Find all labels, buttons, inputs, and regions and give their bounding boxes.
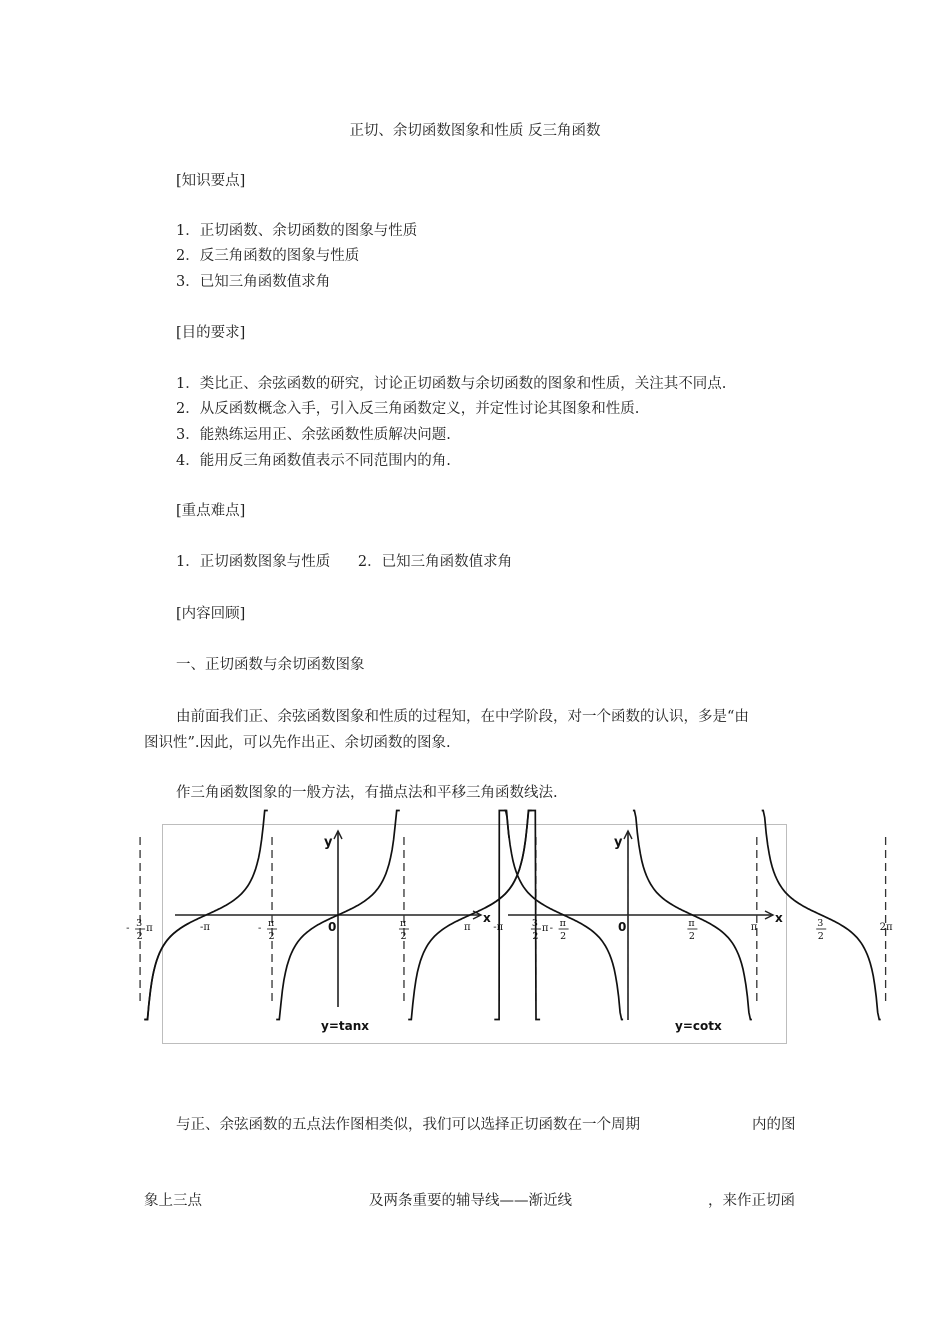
tan-x-label: x xyxy=(483,911,491,925)
cot-tick-den-3: 2 xyxy=(688,931,695,942)
paragraph-3-part-a: 与正、余弦函数的五点法作图相类似，我们可以选择正切函数在一个周期 xyxy=(176,1117,640,1133)
tan-cot-graph-figure xyxy=(126,824,893,1044)
cot-curve-branch-1 xyxy=(494,811,509,1020)
goals-item-1: 1．类比正、余弦函数的研究，讨论正切函数与余切函数的图象和性质，关注其不同点. xyxy=(176,376,727,392)
paragraph-2: 作三角函数图象的一般方法，有描点法和平移三角函数线法. xyxy=(176,785,558,801)
cot-y-label: y xyxy=(614,835,623,850)
tan-tick-den-4: 2 xyxy=(400,931,407,942)
tan-tick-sign-1: - xyxy=(126,923,130,934)
tan-tick-label-2: -π xyxy=(200,922,211,933)
tan-origin-label: 0 xyxy=(328,920,337,934)
page-title: 正切、余切函数图象和性质 反三角函数 xyxy=(349,123,601,139)
review-header: [内容回顾] xyxy=(176,606,246,622)
tan-y-label: y xyxy=(324,835,333,850)
tan-tick-den-6: 2 xyxy=(532,931,539,942)
goals-item-2: 2．从反函数概念入手，引入反三角函数定义，并定性讨论其图象和性质. xyxy=(176,401,640,417)
cot-tick-label-4: π xyxy=(750,922,758,933)
knowledge-item-1: 1．正切函数、余切函数的图象与性质 xyxy=(176,223,418,239)
goals-item-3: 3．能熟练运用正、余弦函数性质解决问题. xyxy=(176,427,451,443)
cot-x-label: x xyxy=(775,911,783,925)
cot-tick-num-3: π xyxy=(688,918,695,929)
keypoints-line: 1．正切函数图象与性质 2．已知三角函数值求角 xyxy=(176,554,513,570)
cot-tick-label-6: 2π xyxy=(879,922,893,933)
cot-origin-label: 0 xyxy=(618,920,627,934)
cot-tick-den-5: 2 xyxy=(817,931,824,942)
cot-tick-num-5: 3 xyxy=(817,918,824,929)
keypoints-header: [重点难点] xyxy=(176,503,246,519)
tan-tick-sign-3: - xyxy=(258,923,262,934)
knowledge-header: [知识要点] xyxy=(176,173,246,189)
review-subheading: 一、正切函数与余切函数图象 xyxy=(176,657,365,673)
cot-caption: y=cotx xyxy=(675,1019,722,1033)
tan-tick-num-4: π xyxy=(399,918,407,929)
tan-caption: y=tanx xyxy=(321,1019,369,1033)
tan-tick-den-1: 2 xyxy=(136,931,143,942)
goals-item-4: 4．能用反三角函数值表示不同范围内的角. xyxy=(176,453,451,469)
tan-tick-num-1: 3 xyxy=(136,918,143,929)
tan-tick-pi-6: π xyxy=(541,923,549,934)
graph-canvas xyxy=(126,825,893,1045)
cot-tick-sign-2: - xyxy=(549,923,553,934)
paragraph-4-part-c: ，来作正切函 xyxy=(708,1193,795,1209)
paragraph-4-part-b: 及两条重要的辅导线——渐近线 xyxy=(369,1193,572,1209)
cot-tick-num-2: π xyxy=(559,918,566,929)
paragraph-1-line-1: 由前面我们正、余弦函数图象和性质的过程知，在中学阶段，对一个函数的认识，多是“由 xyxy=(176,709,749,725)
tan-tick-den-3: 2 xyxy=(268,931,275,942)
tan-tick-label-5: π xyxy=(463,922,471,933)
knowledge-item-2: 2．反三角函数的图象与性质 xyxy=(176,248,360,264)
tan-tick-num-3: π xyxy=(268,918,275,929)
cot-tick-label-1: -π xyxy=(493,922,504,933)
tan-tick-num-6: 3 xyxy=(531,918,538,929)
tan-tick-pi-1: π xyxy=(146,923,153,934)
goals-header: [目的要求] xyxy=(176,325,246,341)
knowledge-item-3: 3．已知三角函数值求角 xyxy=(176,274,331,290)
paragraph-3-part-b: 内的图 xyxy=(752,1117,796,1133)
tan-curve-branch-1 xyxy=(144,923,189,1019)
paragraph-4-part-a: 象上三点 xyxy=(144,1193,202,1209)
cot-tick-den-2: 2 xyxy=(560,931,567,942)
paragraph-1-line-2: 图识性”.因此，可以先作出正、余切函数的图象. xyxy=(144,735,451,751)
